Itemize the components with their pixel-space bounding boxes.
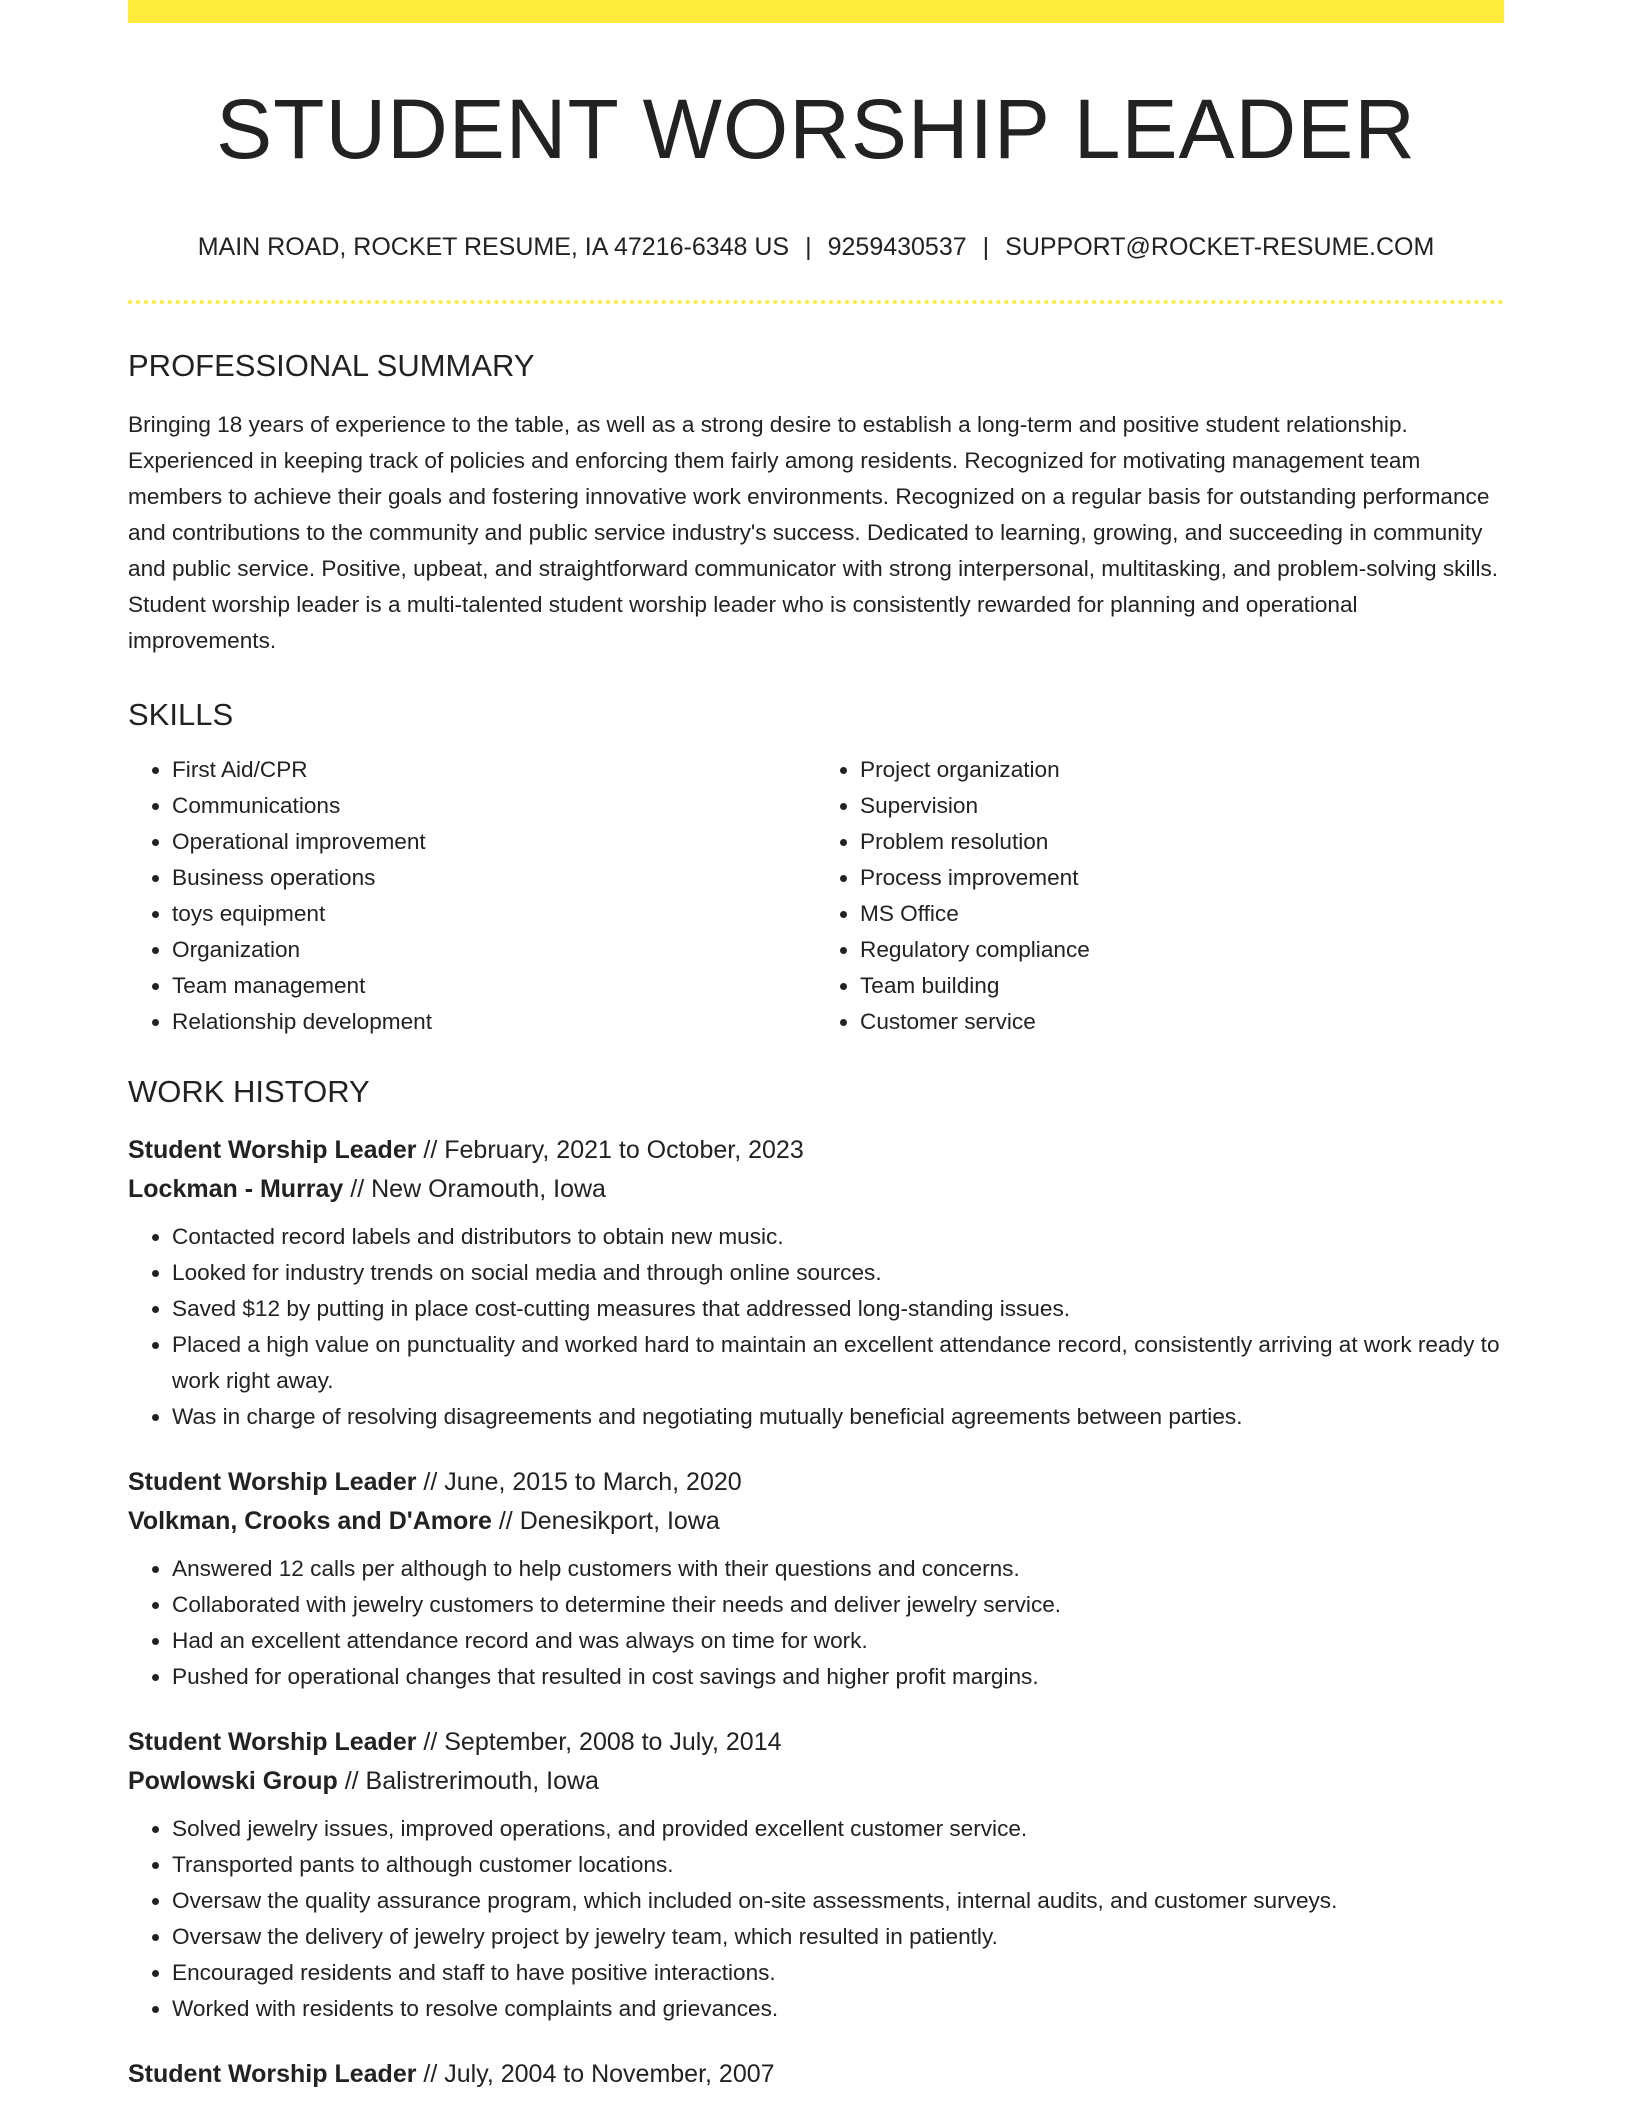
job-bullets: [128, 1811, 1504, 2027]
job-company-line: [128, 1502, 1504, 1541]
job-bullet: • Looked for industry trends on social media and through online sources.: [172, 1255, 1504, 1291]
job-dates: // February, 2021 to October, 2023: [416, 1136, 804, 1164]
job-entry: [128, 1131, 1504, 1435]
job-title: Student Worship Leader: [128, 1468, 417, 1496]
job-bullet: • Solved jewelry issues, improved operations, and provided excellent customer service.: [172, 1811, 1504, 1847]
skills-list: [128, 752, 1504, 1040]
job-bullet: • Oversaw the delivery of jewelry project by jewelry team, which resulted in patiently.: [172, 1919, 1504, 1955]
job-company: Powlowski Group: [128, 1767, 338, 1795]
skill-item: • Relationship development: [172, 1004, 816, 1040]
skills-column-right: [816, 752, 1504, 1040]
skill-item: • Regulatory compliance: [860, 932, 1504, 968]
job-company: Lockman - Murray: [128, 1175, 344, 1203]
job-dates: // July, 2004 to November, 2007: [416, 2060, 775, 2088]
contact-separator: |: [805, 233, 812, 261]
skill-item: • Customer service: [860, 1004, 1504, 1040]
job-company-line: [128, 1170, 1504, 1209]
skill-item: • Team management: [172, 968, 816, 1004]
skill-item: • toys equipment: [172, 896, 816, 932]
skill-item: • Project organization: [860, 752, 1504, 788]
skill-item: • MS Office: [860, 896, 1504, 932]
job-company-line: [128, 1762, 1504, 1801]
job-title: Student Worship Leader: [128, 1136, 417, 1164]
contact-line: [128, 235, 1504, 260]
skill-item: • First Aid/CPR: [172, 752, 816, 788]
job-bullet: • Oversaw the quality assurance program, which included on-site assessments, internal audits, and customer surveys.: [172, 1883, 1504, 1919]
contact-separator: |: [982, 233, 990, 261]
job-entry: [128, 1463, 1504, 1695]
skill-item: • Operational improvement: [172, 824, 816, 860]
job-title-line: [128, 2055, 1504, 2094]
job-title: Student Worship Leader: [128, 1728, 417, 1756]
job-bullet: • Encouraged residents and staff to have positive interactions.: [172, 1955, 1504, 1991]
job-bullet: • Worked with residents to resolve complaints and grievances.: [172, 1991, 1504, 2027]
job-bullet: • Contacted record labels and distributors to obtain new music.: [172, 1219, 1504, 1255]
contact-phone: 9259430537: [827, 233, 967, 261]
resume-name-title: STUDENT WORSHIP LEADER: [216, 82, 1416, 176]
job-bullet: • Was in charge of resolving disagreements and negotiating mutually beneficial agreements between parties.: [172, 1399, 1504, 1435]
job-bullets: [128, 1219, 1504, 1435]
job-bullet: • Answered 12 calls per although to help customers with their questions and concerns.: [172, 1551, 1504, 1587]
job-bullet: • Transported pants to although customer locations.: [172, 1847, 1504, 1883]
job-dates: // June, 2015 to March, 2020: [416, 1468, 742, 1496]
job-title-line: [128, 1463, 1504, 1502]
skill-item: • Supervision: [860, 788, 1504, 824]
job-entry: [128, 2055, 1504, 2094]
skill-item: • Problem resolution: [860, 824, 1504, 860]
summary-heading: PROFESSIONAL SUMMARY: [128, 348, 535, 383]
top-accent-bar: [128, 0, 1504, 23]
job-bullet: • Pushed for operational changes that resulted in cost savings and higher profit margins.: [172, 1659, 1504, 1695]
job-location: // Balistrerimouth, Iowa: [337, 1767, 599, 1795]
job-title-line: [128, 1131, 1504, 1170]
job-bullet: • Had an excellent attendance record and was always on time for work.: [172, 1623, 1504, 1659]
job-dates: // September, 2008 to July, 2014: [416, 1728, 782, 1756]
job-bullet: • Saved $12 by putting in place cost-cutting measures that addressed long-standing issues.: [172, 1291, 1504, 1327]
summary-text: Bringing 18 years of experience to the table, as well as a strong desire to establish a long-term and positive student relationship. Experienced in keeping track of policies and enforcing them fairly among residents. Recognized for motivating management team members to achieve their goals and fostering innovative work environments. Recognized on a regular basis for outstanding performance and contributions to the community and public service industry's success. Dedicated to learning, growing, and succeeding in community and public service. Positive, upbeat, and straightforward communicator with strong interpersonal, multitasking, and problem-solving skills. Student worship leader is a multi-talented student worship leader who is consistently rewarded for planning and operational improvements.: [128, 412, 1499, 653]
job-bullets: [128, 1551, 1504, 1695]
skills-heading: SKILLS: [128, 697, 234, 732]
skill-item: • Process improvement: [860, 860, 1504, 896]
job-location: // Denesikport, Iowa: [491, 1507, 720, 1535]
skill-item: • Business operations: [172, 860, 816, 896]
work-history-heading: WORK HISTORY: [128, 1074, 370, 1109]
resume-page: [128, 0, 1504, 2094]
contact-address: MAIN ROAD, ROCKET RESUME, IA 47216-6348 US: [197, 233, 790, 261]
job-company: Volkman, Crooks and D'Amore: [128, 1507, 492, 1535]
skill-item: • Organization: [172, 932, 816, 968]
skill-item: • Communications: [172, 788, 816, 824]
skill-item: • Team building: [860, 968, 1504, 1004]
skills-column-left: [128, 752, 816, 1040]
job-bullet: • Placed a high value on punctuality and worked hard to maintain an excellent attendance record, consistently arriving at work ready to work right away.: [172, 1327, 1504, 1399]
job-title: Student Worship Leader: [128, 2060, 417, 2088]
job-bullet: • Collaborated with jewelry customers to determine their needs and deliver jewelry service.: [172, 1587, 1504, 1623]
job-entry: [128, 1723, 1504, 2027]
dotted-divider: [128, 300, 1504, 304]
job-location: // New Oramouth, Iowa: [343, 1175, 606, 1203]
job-title-line: [128, 1723, 1504, 1762]
contact-email: SUPPORT@ROCKET-RESUME.COM: [1005, 233, 1435, 261]
